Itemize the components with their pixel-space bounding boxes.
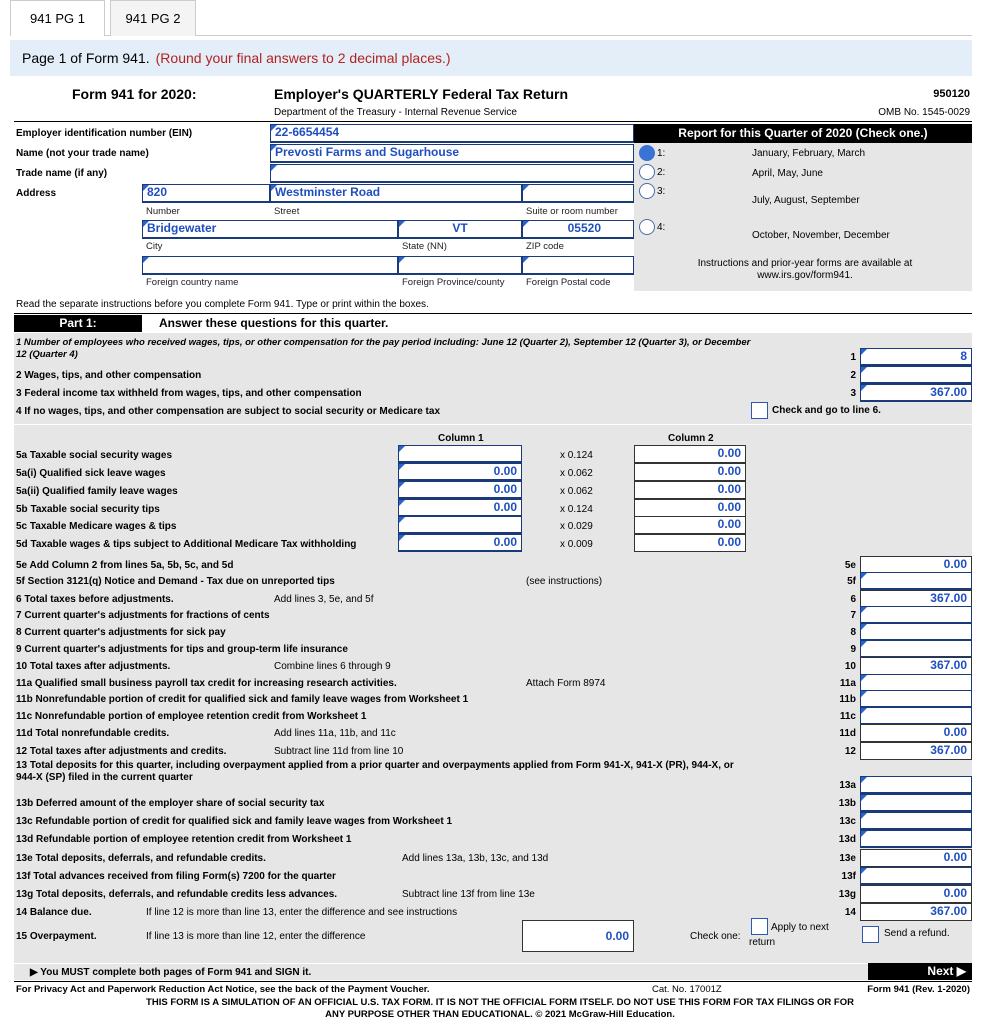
line-l8-field[interactable] [860,623,972,641]
tab-page-1[interactable]: 941 PG 1 [10,0,105,36]
quarter-3-label: July, August, September [752,195,860,206]
line-l11c-num: 11c [839,711,856,722]
tab-page-2[interactable]: 941 PG 2 [110,0,196,36]
form-title: Employer's QUARTERLY Federal Tax Return [274,86,569,102]
quarter-3-num: 3: [657,186,666,197]
foreign-province-field[interactable] [398,256,522,275]
line-l13d-field[interactable] [860,830,972,848]
quarter-instructions: Instructions and prior-year forms are available at www.irs.gov/form941. [697,258,913,281]
line-l11c-field[interactable] [860,707,972,725]
quarter-1-num: 1: [657,148,666,159]
line-l14-field: 367.00 [860,903,972,921]
suite-caption: Suite or room number [526,206,618,217]
line15-overpayment-field[interactable]: 0.00 [522,920,634,952]
line5-row-label: 5c Taxable Medicare wages & tips [16,521,177,532]
line-l7-field[interactable] [860,606,972,624]
line-l10-text: 10 Total taxes after adjustments. [16,661,171,672]
line-l13g-field: 0.00 [860,885,972,903]
line-l5f-num: 5f [847,576,856,587]
part1-label: Part 1: [14,315,142,332]
column1-header: Column 1 [438,433,484,444]
instruction-banner [10,40,972,76]
column2-header: Column 2 [668,433,714,444]
line1-text: 1 Number of employees who received wages, tips, or other compensation for the pay period including: June 12 (Quarter 2), September 12 (Quarter 3), or December 12 (Quarter 4) [16,337,751,360]
line-l11a-note: Attach Form 8974 [526,678,606,689]
line-l13d-num: 13d [838,834,856,845]
line5-rate: x 0.062 [560,486,593,497]
line-l13c-text: 13c Refundable portion of credit for qualified sick and family leave wages from Worksheet 1 [16,816,453,827]
line15-text: 15 Overpayment. [16,931,97,942]
line-l13e-note: Add lines 13a, 13b, 13c, and 13d [402,853,549,864]
line-l11a-text: 11a Qualified small business payroll tax credit for increasing research activities. [16,678,397,689]
line-l5e-field: 0.00 [860,556,972,574]
line5-row-label: 5a Taxable social security wages [16,450,173,461]
omb-number: OMB No. 1545-0029 [878,107,970,118]
line-l11b-num: 11b [839,694,856,705]
cat-number: Cat. No. 17001Z [652,984,722,995]
line-l10-num: 10 [844,661,856,672]
line-l13d-text: 13d Refundable portion of employee retention credit from Worksheet 1 [16,834,352,845]
address-label: Address [16,188,57,199]
line-l5f-text: 5f Section 3121(q) Notice and Demand - Tax due on unreported tips [16,576,335,587]
quarter-4-num: 4: [657,222,666,233]
line-l6-note: Add lines 3, 5e, and 5f [274,594,374,605]
state-field[interactable]: VT [398,220,522,239]
line-l5e-text: 5e Add Column 2 from lines 5a, 5b, 5c, and 5d [16,560,234,571]
quarter-1-radio[interactable] [639,145,655,161]
line-l5f-field[interactable] [860,572,972,590]
line-l13g-num: 13g [838,889,856,900]
line-l7-num: 7 [850,610,856,621]
number-caption: Number [146,206,180,217]
line-l13g-note: Subtract line 13f from line 13e [402,889,535,900]
line-l7-text: 7 Current quarter's adjustments for fractions of cents [16,610,270,621]
line-l13f-text: 13f Total advances received from filing Form(s) 7200 for the quarter [16,871,336,882]
line-l9-field[interactable] [860,640,972,658]
must-complete-bar [14,963,972,980]
line-l13c-field[interactable] [860,812,972,830]
line5-column1-field[interactable]: 0.00 [398,463,522,481]
banner-text: Page 1 of Form 941. [22,50,150,66]
city-caption: City [146,241,163,252]
line5-column2-value: 0.00 [634,463,746,481]
foreign-postal-field[interactable] [522,256,634,275]
line-l14-note: If line 12 is more than line 13, enter the difference and see instructions [146,907,458,918]
line5-column2-value: 0.00 [634,534,746,552]
line-l13c-num: 13c [839,816,856,827]
line-l9-num: 9 [850,644,856,655]
line-l13b-text: 13b Deferred amount of the employer share of social security tax [16,798,325,809]
line5-column2-value: 0.00 [634,499,746,517]
trade-name-label: Trade name (if any) [16,168,108,179]
line-l11d-field: 0.00 [860,724,972,742]
line-l9-text: 9 Current quarter's adjustments for tips and group-term life insurance [16,644,348,655]
zip-field[interactable]: 05520 [522,220,634,239]
line-l11d-note: Add lines 11a, 11b, and 11c [274,728,396,739]
street-caption: Street [274,206,300,217]
line5-row-label: 5a(i) Qualified sick leave wages [16,468,166,479]
ein-field[interactable]: 22-6654454 [270,124,634,143]
line3-field[interactable]: 367.00 [860,384,972,402]
quarter-2-radio[interactable] [639,164,655,180]
foreign-province-caption: Foreign Province/county [402,277,505,288]
suite-field[interactable] [522,184,634,203]
line5-rate: x 0.009 [560,539,593,550]
line-l12-field: 367.00 [860,742,972,760]
line-l5e-num: 5e [844,560,856,571]
line5-rate: x 0.062 [560,468,593,479]
line15-note: If line 13 is more than line 12, enter the difference [146,931,366,942]
state-caption: State (NN) [402,241,447,252]
line-l13e-num: 13e [839,853,856,864]
city-field[interactable]: Bridgewater [142,220,398,239]
quarter-4-label: October, November, December [752,230,890,241]
line4-checkbox[interactable] [751,402,768,419]
line-l11a-num: 11a [839,678,856,689]
part1-title: Answer these questions for this quarter. [159,316,389,330]
line5-rate: x 0.124 [560,450,593,461]
trade-name-field[interactable] [270,164,634,183]
form-label: Form 941 for 2020: [72,86,197,102]
line5-column1-field[interactable] [398,516,522,534]
line1-num: 1 [850,352,856,363]
line-l12-text: 12 Total taxes after adjustments and credits. [16,746,227,757]
line5-column2-value: 0.00 [634,445,746,463]
line-l12-num: 12 [844,746,856,757]
read-note: Read the separate instructions before you complete Form 941. Type or print within the boxes. [16,299,429,310]
foreign-country-caption: Foreign country name [146,277,239,288]
line-l13b-num: 13b [838,798,856,809]
line-l11c-text: 11c Nonrefundable portion of employee retention credit from Worksheet 1 [16,711,367,722]
form-revision: Form 941 (Rev. 1-2020) [867,984,970,995]
line5-rate: x 0.029 [560,521,593,532]
line-l13a-text: 13 Total deposits for this quarter, including overpayment applied from a prior quarter and overpayments applied from Form 941-X, 941-X (PR), 944-X, or 944-X (SP) filed in the current quarter [16,760,734,783]
line2-field[interactable] [860,366,972,384]
line5-rate: x 0.124 [560,504,593,515]
line-l10-note: Combine lines 6 through 9 [274,661,391,672]
line-l11b-field[interactable] [860,690,972,708]
next-button[interactable]: Next ▶ [868,963,972,980]
line-l11d-num: 11d [839,728,856,739]
form-code: 950120 [933,88,970,100]
tab-bar [10,0,972,36]
line5-column2-value: 0.00 [634,516,746,534]
line-l13f-num: 13f [841,871,856,882]
apply-next-return-label: Apply to next return [749,922,829,948]
line-l13a-num: 13a [839,780,856,791]
name-field[interactable]: Prevosti Farms and Sugarhouse [270,144,634,163]
quarter-1-label: January, February, March [752,148,866,159]
street-number-field[interactable]: 820 [142,184,270,203]
line-l13e-field: 0.00 [860,849,972,867]
department: Department of the Treasury - Internal Revenue Service [274,107,517,118]
line2-num: 2 [850,370,856,381]
disclaimer: THIS FORM IS A SIMULATION OF AN OFFICIAL U.S. TAX FORM. IT IS NOT THE OFFICIAL FORM ITSELF. DO NOT USE THIS FORM FOR TAX FILINGS OR FOR ANY PURPOSE OTHER THAN EDUCATIONAL. © 2021 McGraw-Hill Education. [146,997,854,1020]
line5-column1-field[interactable] [398,445,522,463]
line3-text: 3 Federal income tax withheld from wages, tips, and other compensation [16,388,362,399]
must-complete-text: ▶ You MUST complete both pages of Form 941 and SIGN it. [30,967,312,978]
foreign-country-field[interactable] [142,256,398,275]
line5-column2-value: 0.00 [634,481,746,499]
line-l6-num: 6 [850,594,856,605]
line-l8-num: 8 [850,627,856,638]
zip-caption: ZIP code [526,241,564,252]
line5-column1-field[interactable]: 0.00 [398,534,522,552]
quarter-2-label: April, May, June [752,168,823,179]
line4-text: 4 If no wages, tips, and other compensation are subject to social security or Medicare tax [16,406,441,417]
line-l8-text: 8 Current quarter's adjustments for sick pay [16,627,226,638]
line5-row-label: 5d Taxable wages & tips subject to Additional Medicare Tax withholding [16,539,357,550]
line-l14-num: 14 [844,907,856,918]
line-l14-text: 14 Balance due. [16,907,92,918]
line-l11b-text: 11b Nonrefundable portion of credit for qualified sick and family leave wages from Worksheet 1 [16,694,469,705]
line-l11d-text: 11d Total nonrefundable credits. [16,728,170,739]
line2-text: 2 Wages, tips, and other compensation [16,370,202,381]
line5-column1-field[interactable]: 0.00 [398,499,522,517]
line-l6-field: 367.00 [860,590,972,608]
name-label: Name (not your trade name) [16,148,149,159]
send-refund-checkbox[interactable] [862,926,879,943]
quarter-title: Report for this Quarter of 2020 (Check one.) [634,124,972,143]
line-l13e-text: 13e Total deposits, deferrals, and refundable credits. [16,853,266,864]
line-l10-field: 367.00 [860,657,972,675]
line-l5f-note: (see instructions) [526,576,603,587]
part1-header [14,313,972,332]
line-l13g-text: 13g Total deposits, deferrals, and refundable credits less advances. [16,889,338,900]
privacy-notice: For Privacy Act and Paperwork Reduction Act Notice, see the back of the Payment Voucher. [16,984,430,995]
line-l13f-field[interactable] [860,867,972,885]
foreign-postal-caption: Foreign Postal code [526,277,611,288]
line5-row-label: 5a(ii) Qualified family leave wages [16,486,178,497]
send-refund-label: Send a refund. [884,928,950,939]
line3-num: 3 [850,388,856,399]
street-field[interactable]: Westminster Road [270,184,522,203]
line-l13b-field[interactable] [860,794,972,812]
line-l6-text: 6 Total taxes before adjustments. [16,594,174,605]
quarter-4-radio[interactable] [639,219,655,235]
line-l13a-field[interactable] [860,776,972,794]
line1-field[interactable]: 8 [860,348,972,366]
line5-column1-field[interactable]: 0.00 [398,481,522,499]
quarter-2-num: 2: [657,167,666,178]
banner-hint: (Round your final answers to 2 decimal places.) [155,50,451,66]
ein-label: Employer identification number (EIN) [16,128,193,139]
line-l12-note: Subtract line 11d from line 10 [274,746,404,757]
line4-check-label: Check and go to line 6. [772,405,881,416]
line15-check-label: Check one: [690,931,741,942]
line5-row-label: 5b Taxable social security tips [16,504,160,515]
quarter-3-radio[interactable] [639,183,655,199]
